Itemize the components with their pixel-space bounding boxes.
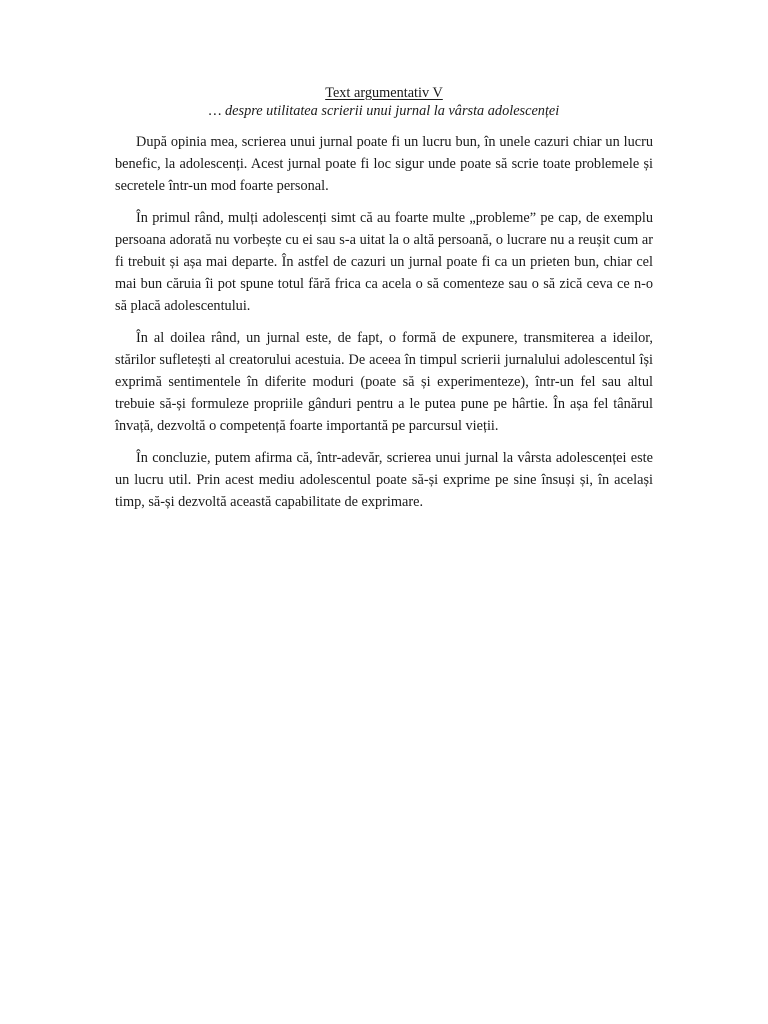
- document-subtitle: … despre utilitatea scrierii unui jurnal la vârsta adolescenței: [208, 103, 560, 119]
- paragraph-intro: După opinia mea, scrierea unui jurnal poate fi un lucru bun, în unele cazuri chiar un lucru benefic, la adolescenți. Acest jurnal poate fi loc sigur unde poate să scrie toate problemele și secretele într-un mod foarte personal.: [115, 134, 653, 194]
- document-title-text: Text argumentativ V: [325, 85, 443, 101]
- document-body: [115, 84, 653, 525]
- paragraph-conclusion: În concluzie, putem afirma că, într-adevăr, scrierea unui jurnal la vârsta adolescenței este un lucru util. Prin acest mediu adolescentul poate să-și exprime pe sine însuși și, în același timp, să-și dezvoltă această capabilitate de exprimare.: [115, 450, 653, 510]
- paragraph-first-argument: În primul rând, mulți adolescenți simt că au foarte multe „probleme” pe cap, de exemplu persoana adorată nu vorbește cu ei sau s-a uitat la o altă persoană, o lucrare nu a reușit cum ar fi trebuit și așa mai departe. În astfel de cazuri un jurnal poate fi ca un prieten bun, chiar cel mai bun căruia îi pot spune totul fără frica ca acela o să comenteze sau o să zică ceva ce n-o să placă adolescentului.: [115, 210, 653, 314]
- document-title: [115, 84, 653, 102]
- paragraph-second-argument: În al doilea rând, un jurnal este, de fapt, o formă de expunere, transmiterea a ideilor, stărilor sufletești al creatorului acestuia. De aceea în timpul scrierii jurnalului adolescentul își exprimă sentimentele în diferite moduri (poate să și experimenteze), într-un fel sau altul trebuie să-și formuleze propriile gânduri pentru a le putea pune pe hârtie. În așa fel tânărul învață, dezvoltă o competență foarte importantă pe parcursul vieții.: [115, 330, 653, 434]
